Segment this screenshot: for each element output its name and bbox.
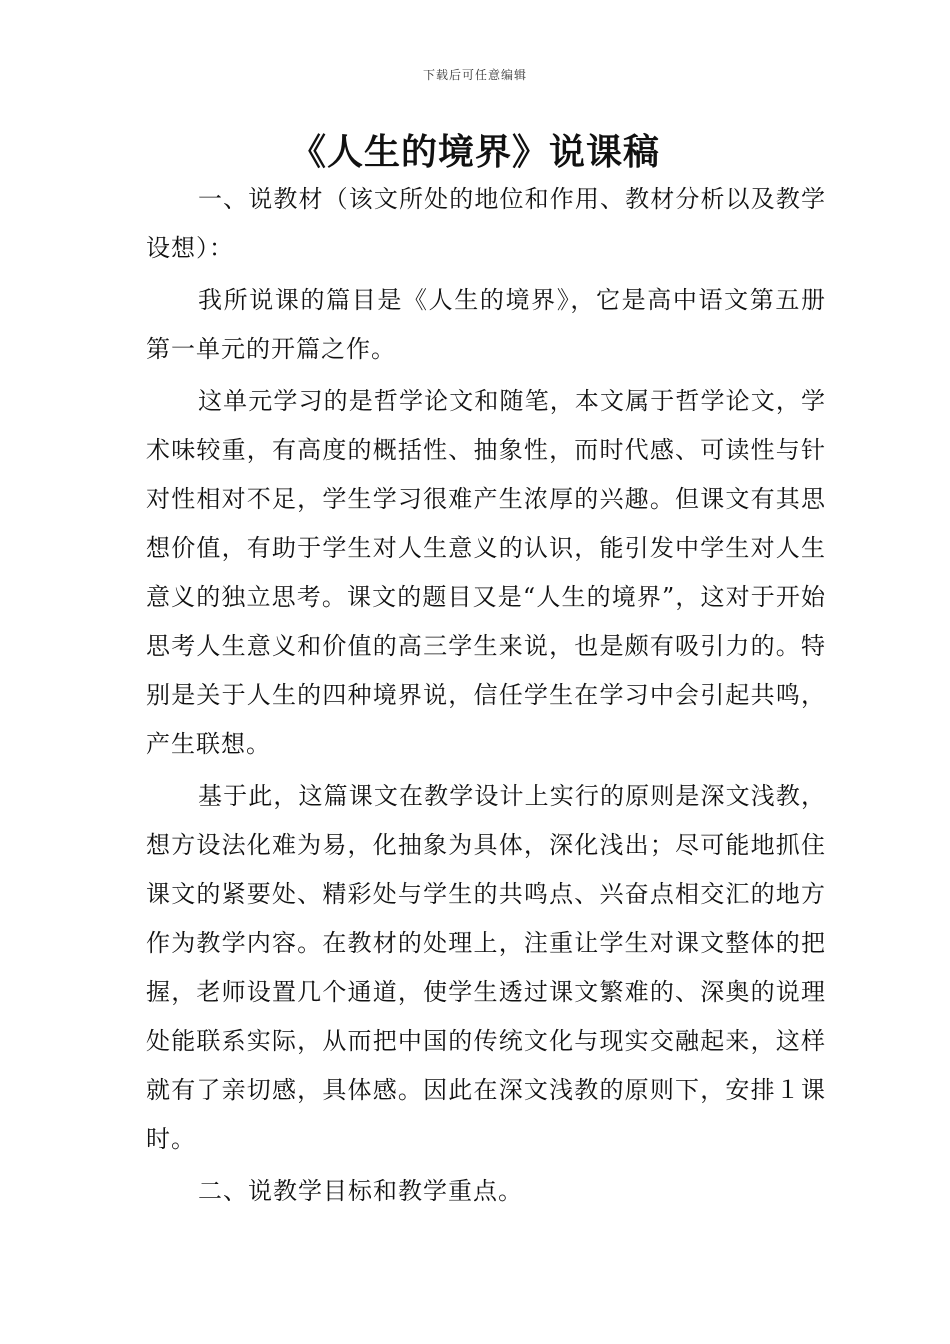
paragraph-3: 基于此，这篇课文在教学设计上实行的原则是深文浅教，想方设法化难为易，化抽象为具体，深化浅出；尽可能地抓住课文的紧要处、精彩处与学生的共鸣点、兴奋点相交汇的地方作为教学内容。在教材的处理上，注重让学生对课文整体的把握，老师设置几个通道，使学生透过课文繁难的、深奥的说理处能联系实际，从而把中国的传统文化与现实交融起来，这样就有了亲切感，具体感。因此在深文浅教的原则下，安排１课时。 [146, 782, 826, 1153]
header-note: 下载后可任意编辑 [422, 68, 527, 82]
section-heading-1: 一、说教材（该文所处的地位和作用、教材分析以及教学设想）： [146, 185, 826, 262]
paragraph-2: 这单元学习的是哲学论文和随笔，本文属于哲学论文，学术味较重，有高度的概括性、抽象性，而时代感、可读性与针对性相对不足，学生学习很难产生浓厚的兴趣。但课文有其思想价值，有助于学生对人生意义的认识，能引发中学生对人生意义的独立思考。课文的题目又是“人生的境界”，这对于开始思考人生意义和价值的高三学生来说，也是颇有吸引力的。特别是关于人生的四种境界说，信任学生在学习中会引起共鸣，产生联想。 [146, 387, 826, 758]
document-title: 《人生的境界》说课稿 [289, 132, 660, 173]
section-heading-2: 二、说教学目标和教学重点。 [198, 1177, 523, 1205]
document-body [146, 175, 826, 1219]
paragraph-1: 我所说课的篇目是《人生的境界》，它是高中语文第五册第一单元的开篇之作。 [146, 286, 826, 363]
